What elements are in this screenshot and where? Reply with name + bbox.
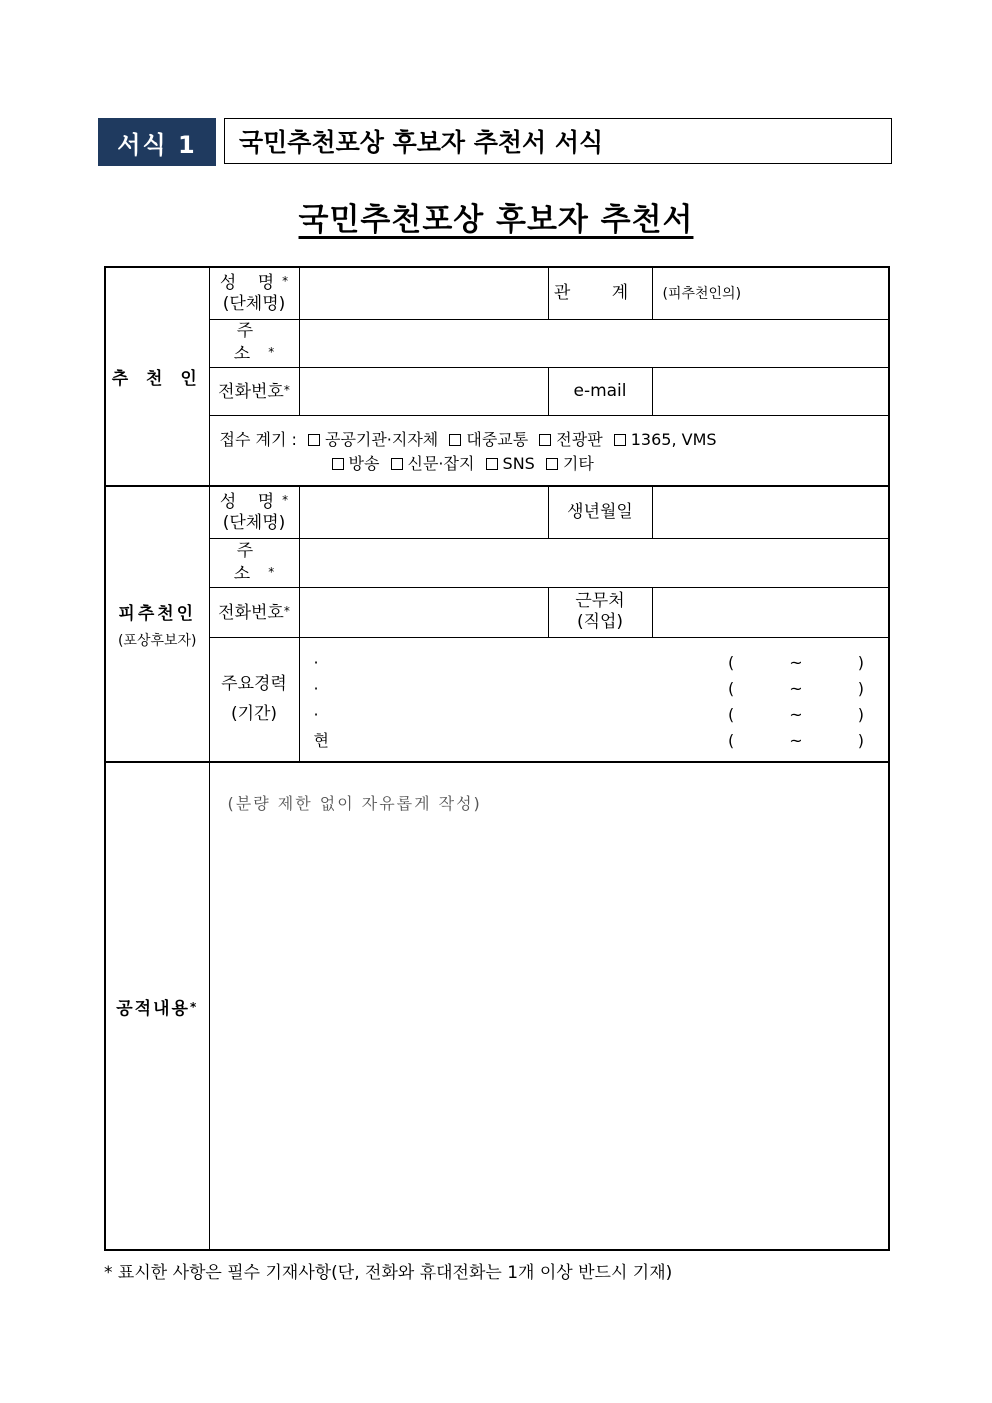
channel-checkbox-public[interactable] xyxy=(308,434,320,446)
nominee-name-label xyxy=(209,486,299,538)
nominee-phone-label xyxy=(209,587,299,637)
channel-label-press: 신문·잡지 xyxy=(407,453,475,473)
channel-label-transit: 대중교통 xyxy=(466,429,529,449)
period-open: ( xyxy=(728,652,735,672)
required-mark: * xyxy=(282,274,289,289)
period-tilde: ~ xyxy=(789,678,803,698)
intake-channel-group xyxy=(210,416,889,476)
channel-label-public: 공공기관·지자체 xyxy=(324,429,439,449)
period-tilde: ~ xyxy=(789,652,803,672)
channel-label-1365: 1365, VMS xyxy=(630,429,717,449)
nominee-birth-field[interactable] xyxy=(652,486,889,538)
recommender-address-label xyxy=(209,319,299,367)
intake-channel-row-1 xyxy=(220,428,889,452)
nominee-name-field[interactable] xyxy=(299,486,548,538)
required-mark: * xyxy=(189,999,199,1014)
career-marker: 현 xyxy=(313,730,329,750)
recommender-relation-label xyxy=(548,267,652,319)
recommender-name-label-text: 성 명 xyxy=(219,273,283,294)
document-title-text: 국민추천포상 후보자 추천서 xyxy=(298,202,694,238)
nominee-work-label-text: 근무처 xyxy=(575,591,625,611)
nominee-career-label xyxy=(209,637,299,762)
period-close: ) xyxy=(857,704,864,724)
intake-channel-cell xyxy=(209,415,889,486)
period-tilde: ~ xyxy=(789,704,803,724)
period-open: ( xyxy=(728,678,735,698)
channel-checkbox-sns[interactable] xyxy=(486,458,498,470)
career-marker: · xyxy=(313,704,319,724)
nominee-address-label xyxy=(209,538,299,587)
relation-note: (피추천인의) xyxy=(662,286,742,303)
recommender-section-label xyxy=(105,267,209,486)
recommender-phone-field[interactable] xyxy=(299,367,548,415)
form-header-title: 국민추천포상 후보자 추천서 서식 xyxy=(224,118,892,164)
period-tilde: ~ xyxy=(789,730,803,750)
form-number-tag: 서식 1 xyxy=(98,118,216,166)
intake-channel-prefix: 접수 계기 : xyxy=(219,429,297,449)
channel-checkbox-other[interactable] xyxy=(546,458,558,470)
career-period xyxy=(728,676,864,702)
nominee-work-label-sub: (직업) xyxy=(576,612,624,632)
recommender-relation-field[interactable] xyxy=(652,267,889,319)
recommender-phone-text: 전화번호 xyxy=(218,381,284,402)
recommender-email-field[interactable] xyxy=(652,367,889,415)
channel-checkbox-transit[interactable] xyxy=(449,434,461,446)
document-title xyxy=(0,194,992,239)
recommendation-form-table xyxy=(104,266,890,1251)
nominee-birth-label: 생년월일 xyxy=(548,486,652,538)
career-marker: · xyxy=(313,678,319,698)
channel-label-billboard: 전광판 xyxy=(556,429,603,449)
required-mark: * xyxy=(268,345,275,359)
merit-section-label xyxy=(105,762,209,1250)
recommender-address-text: 주 소 xyxy=(233,321,272,364)
intake-channel-row-2 xyxy=(220,452,889,476)
recommender-email-label: e-mail xyxy=(548,367,652,415)
recommender-relation-text: 관 계 xyxy=(553,282,647,303)
recommender-phone-label xyxy=(209,367,299,415)
career-period xyxy=(728,728,864,754)
merit-placeholder: (분량 제한 없이 자유롭게 작성) xyxy=(227,794,482,813)
career-marker: · xyxy=(313,652,319,672)
career-line xyxy=(314,676,865,702)
merit-section-text: 공적내용 xyxy=(116,998,190,1019)
channel-checkbox-broadcast[interactable] xyxy=(332,458,344,470)
career-line xyxy=(314,650,865,676)
nominee-career-field[interactable] xyxy=(299,637,889,762)
nominee-section-text: 피추천인 xyxy=(118,603,197,624)
nominee-work-label xyxy=(548,587,652,637)
nominee-section-label xyxy=(105,486,209,762)
nominee-name-label-sub: (단체명) xyxy=(222,513,286,534)
nominee-name-label-text: 성 명 xyxy=(219,492,283,513)
recommender-section-text: 추 천 인 xyxy=(111,369,203,389)
channel-label-broadcast: 방송 xyxy=(348,453,380,473)
career-line xyxy=(314,728,865,754)
required-mark: * xyxy=(268,564,275,579)
recommender-address-field[interactable] xyxy=(299,319,889,367)
period-close: ) xyxy=(857,652,864,672)
career-list xyxy=(300,638,889,754)
career-line xyxy=(314,702,865,728)
required-mark: * xyxy=(283,603,290,618)
nominee-address-text: 주 소 xyxy=(233,540,272,584)
nominee-work-field[interactable] xyxy=(652,587,889,637)
nominee-career-label-sub: (기간) xyxy=(230,704,278,725)
channel-label-other: 기타 xyxy=(562,453,594,473)
channel-checkbox-billboard[interactable] xyxy=(539,434,551,446)
recommender-name-label-sub: (단체명) xyxy=(222,294,286,315)
footnote: * 표시한 사항은 필수 기재사항(단, 전화와 휴대전화는 1개 이상 반드시 기재) xyxy=(104,1263,673,1283)
nominee-phone-field[interactable] xyxy=(299,587,548,637)
nominee-section-sub: (포상후보자) xyxy=(117,632,197,649)
period-open: ( xyxy=(728,730,735,750)
career-period xyxy=(728,702,864,728)
nominee-phone-text: 전화번호 xyxy=(218,602,284,623)
channel-checkbox-1365[interactable] xyxy=(614,434,626,446)
merit-content-field[interactable] xyxy=(209,762,889,1250)
recommender-name-label xyxy=(209,267,299,319)
required-mark: * xyxy=(283,382,290,397)
period-close: ) xyxy=(857,678,864,698)
channel-label-sns: SNS xyxy=(502,453,535,473)
career-period xyxy=(728,650,864,676)
period-close: ) xyxy=(857,730,864,750)
required-mark: * xyxy=(282,493,289,508)
period-open: ( xyxy=(728,704,735,724)
channel-checkbox-press[interactable] xyxy=(391,458,403,470)
nominee-career-label-text: 주요경력 xyxy=(221,674,287,695)
recommender-name-field[interactable] xyxy=(299,267,548,319)
nominee-address-field[interactable] xyxy=(299,538,889,587)
